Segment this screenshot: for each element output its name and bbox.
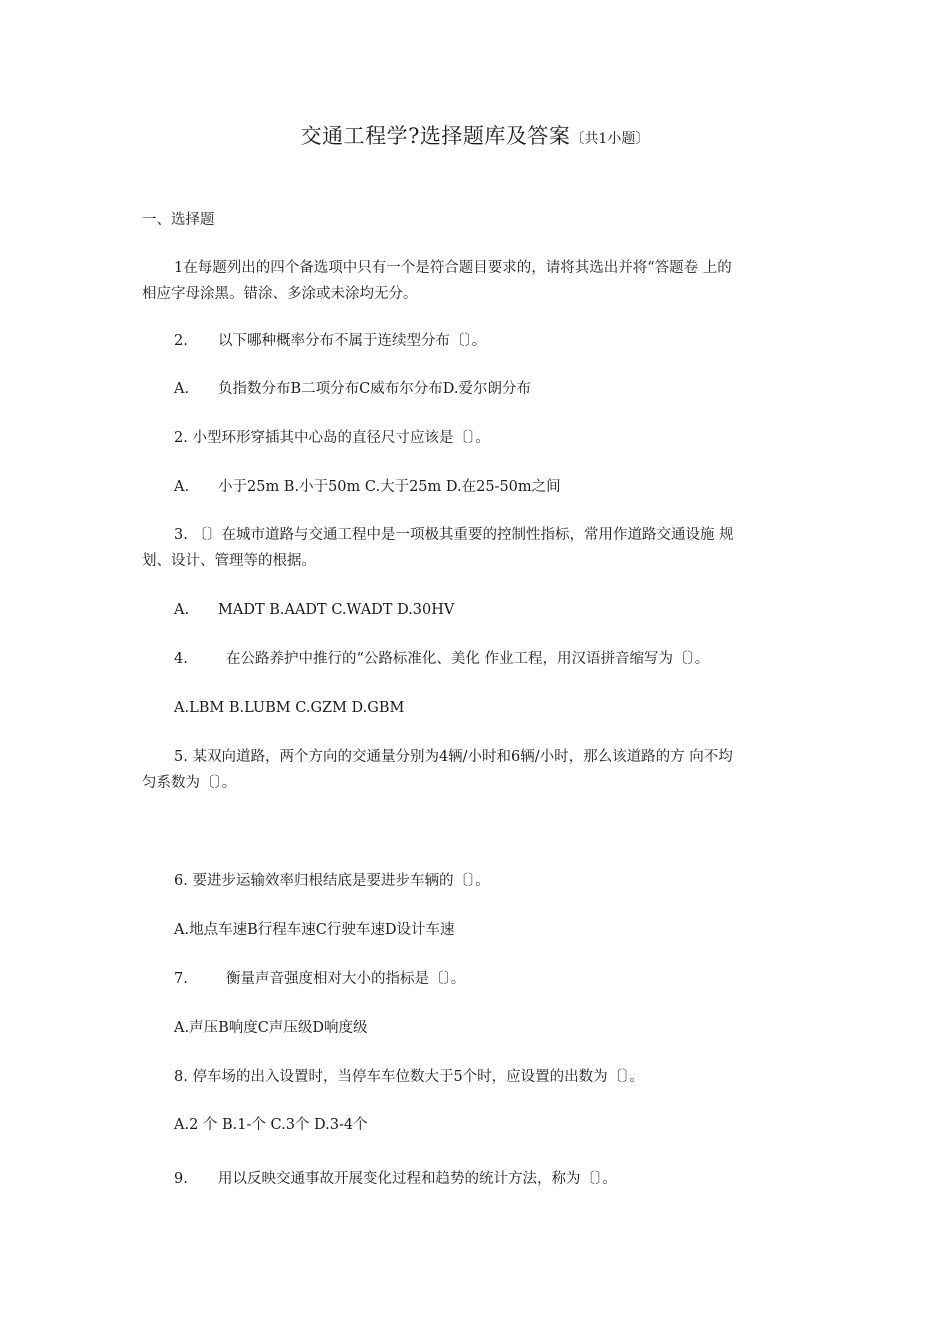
question-7-options: A.声压B响度C声压级D响度级 bbox=[174, 1020, 368, 1036]
question-text: 以下哪种概率分布不属于连续型分布〔〕。 bbox=[218, 333, 487, 349]
options-text: 负指数分布B二项分布C威布尔分布D.爱尔朗分布 bbox=[218, 381, 531, 397]
question-2 bbox=[174, 328, 486, 354]
instruction-line-1: 1在每题列出的四个备选项中只有一个是符合题目要求的，请将其选出并将“答题卷 上的 bbox=[174, 260, 732, 276]
page-title bbox=[0, 120, 950, 150]
question-6: 6. 要进步运输效率归根结底是要进步车辆的〔〕。 bbox=[174, 873, 490, 889]
instruction-line-2: 相应字母涂黑。错涂、多涂或未涂均无分。 bbox=[142, 286, 418, 302]
section-heading: 一、选择题 bbox=[142, 212, 215, 228]
question-number: 9. bbox=[174, 1171, 188, 1187]
question-number: 7. bbox=[174, 971, 188, 987]
question-text: 在公路养护中推行的“公路标准化、美化 作业工程，用汉语拼音缩写为〔〕。 bbox=[226, 651, 710, 667]
question-3-options bbox=[174, 597, 454, 623]
question-2b-options bbox=[174, 474, 561, 500]
question-4 bbox=[174, 646, 709, 672]
question-8-options: A.2 个 B.1-个 C.3个 D.3-4个 bbox=[174, 1117, 368, 1133]
question-9 bbox=[174, 1166, 617, 1192]
question-5-line-2: 匀系数为〔〕。 bbox=[142, 775, 237, 791]
options-text: MADT B.AADT C.WADT D.30HV bbox=[218, 602, 455, 618]
option-label: A. bbox=[174, 381, 190, 397]
question-3-line-1: 3. 〔〕在城市道路与交通工程中是一项极其重要的控制性指标，常用作道路交通设施 规 bbox=[174, 527, 734, 543]
options-text: 小于25m B.小于50m C.大于25m D.在25-50m之间 bbox=[218, 479, 561, 495]
question-2b: 2. 小型环形穿插其中心岛的直径尺寸应该是〔〕。 bbox=[174, 430, 490, 446]
option-label: A. bbox=[174, 479, 190, 495]
question-4-options: A.LBM B.LUBM C.GZM D.GBM bbox=[174, 700, 405, 716]
title-main: 交通工程学?选择题库及答案 bbox=[300, 124, 571, 148]
question-number: 2. bbox=[174, 333, 188, 349]
question-5-line-1: 5. 某双向道路，两个方向的交通量分别为4辆/小时和6辆/小时，那么该道路的方 向不均 bbox=[174, 749, 733, 765]
question-3-line-2: 划、设计、管理等的根据。 bbox=[142, 553, 316, 569]
question-8: 8. 停车场的出入设置时，当停车车位数大于5个时，应设置的出数为〔〕。 bbox=[174, 1069, 644, 1085]
option-label: A. bbox=[174, 602, 190, 618]
question-7 bbox=[174, 966, 465, 992]
question-number: 4. bbox=[174, 651, 188, 667]
question-2-options bbox=[174, 376, 531, 402]
title-suffix: 〔共1小题〕 bbox=[570, 131, 650, 147]
question-text: 用以反映交通事故开展变化过程和趋势的统计方法，称为〔〕。 bbox=[218, 1171, 617, 1187]
question-6-options: A.地点车速B行程车速C行驶车速D设计车速 bbox=[174, 922, 455, 938]
question-text: 衡量声音强度相对大小的指标是〔〕。 bbox=[226, 971, 466, 987]
